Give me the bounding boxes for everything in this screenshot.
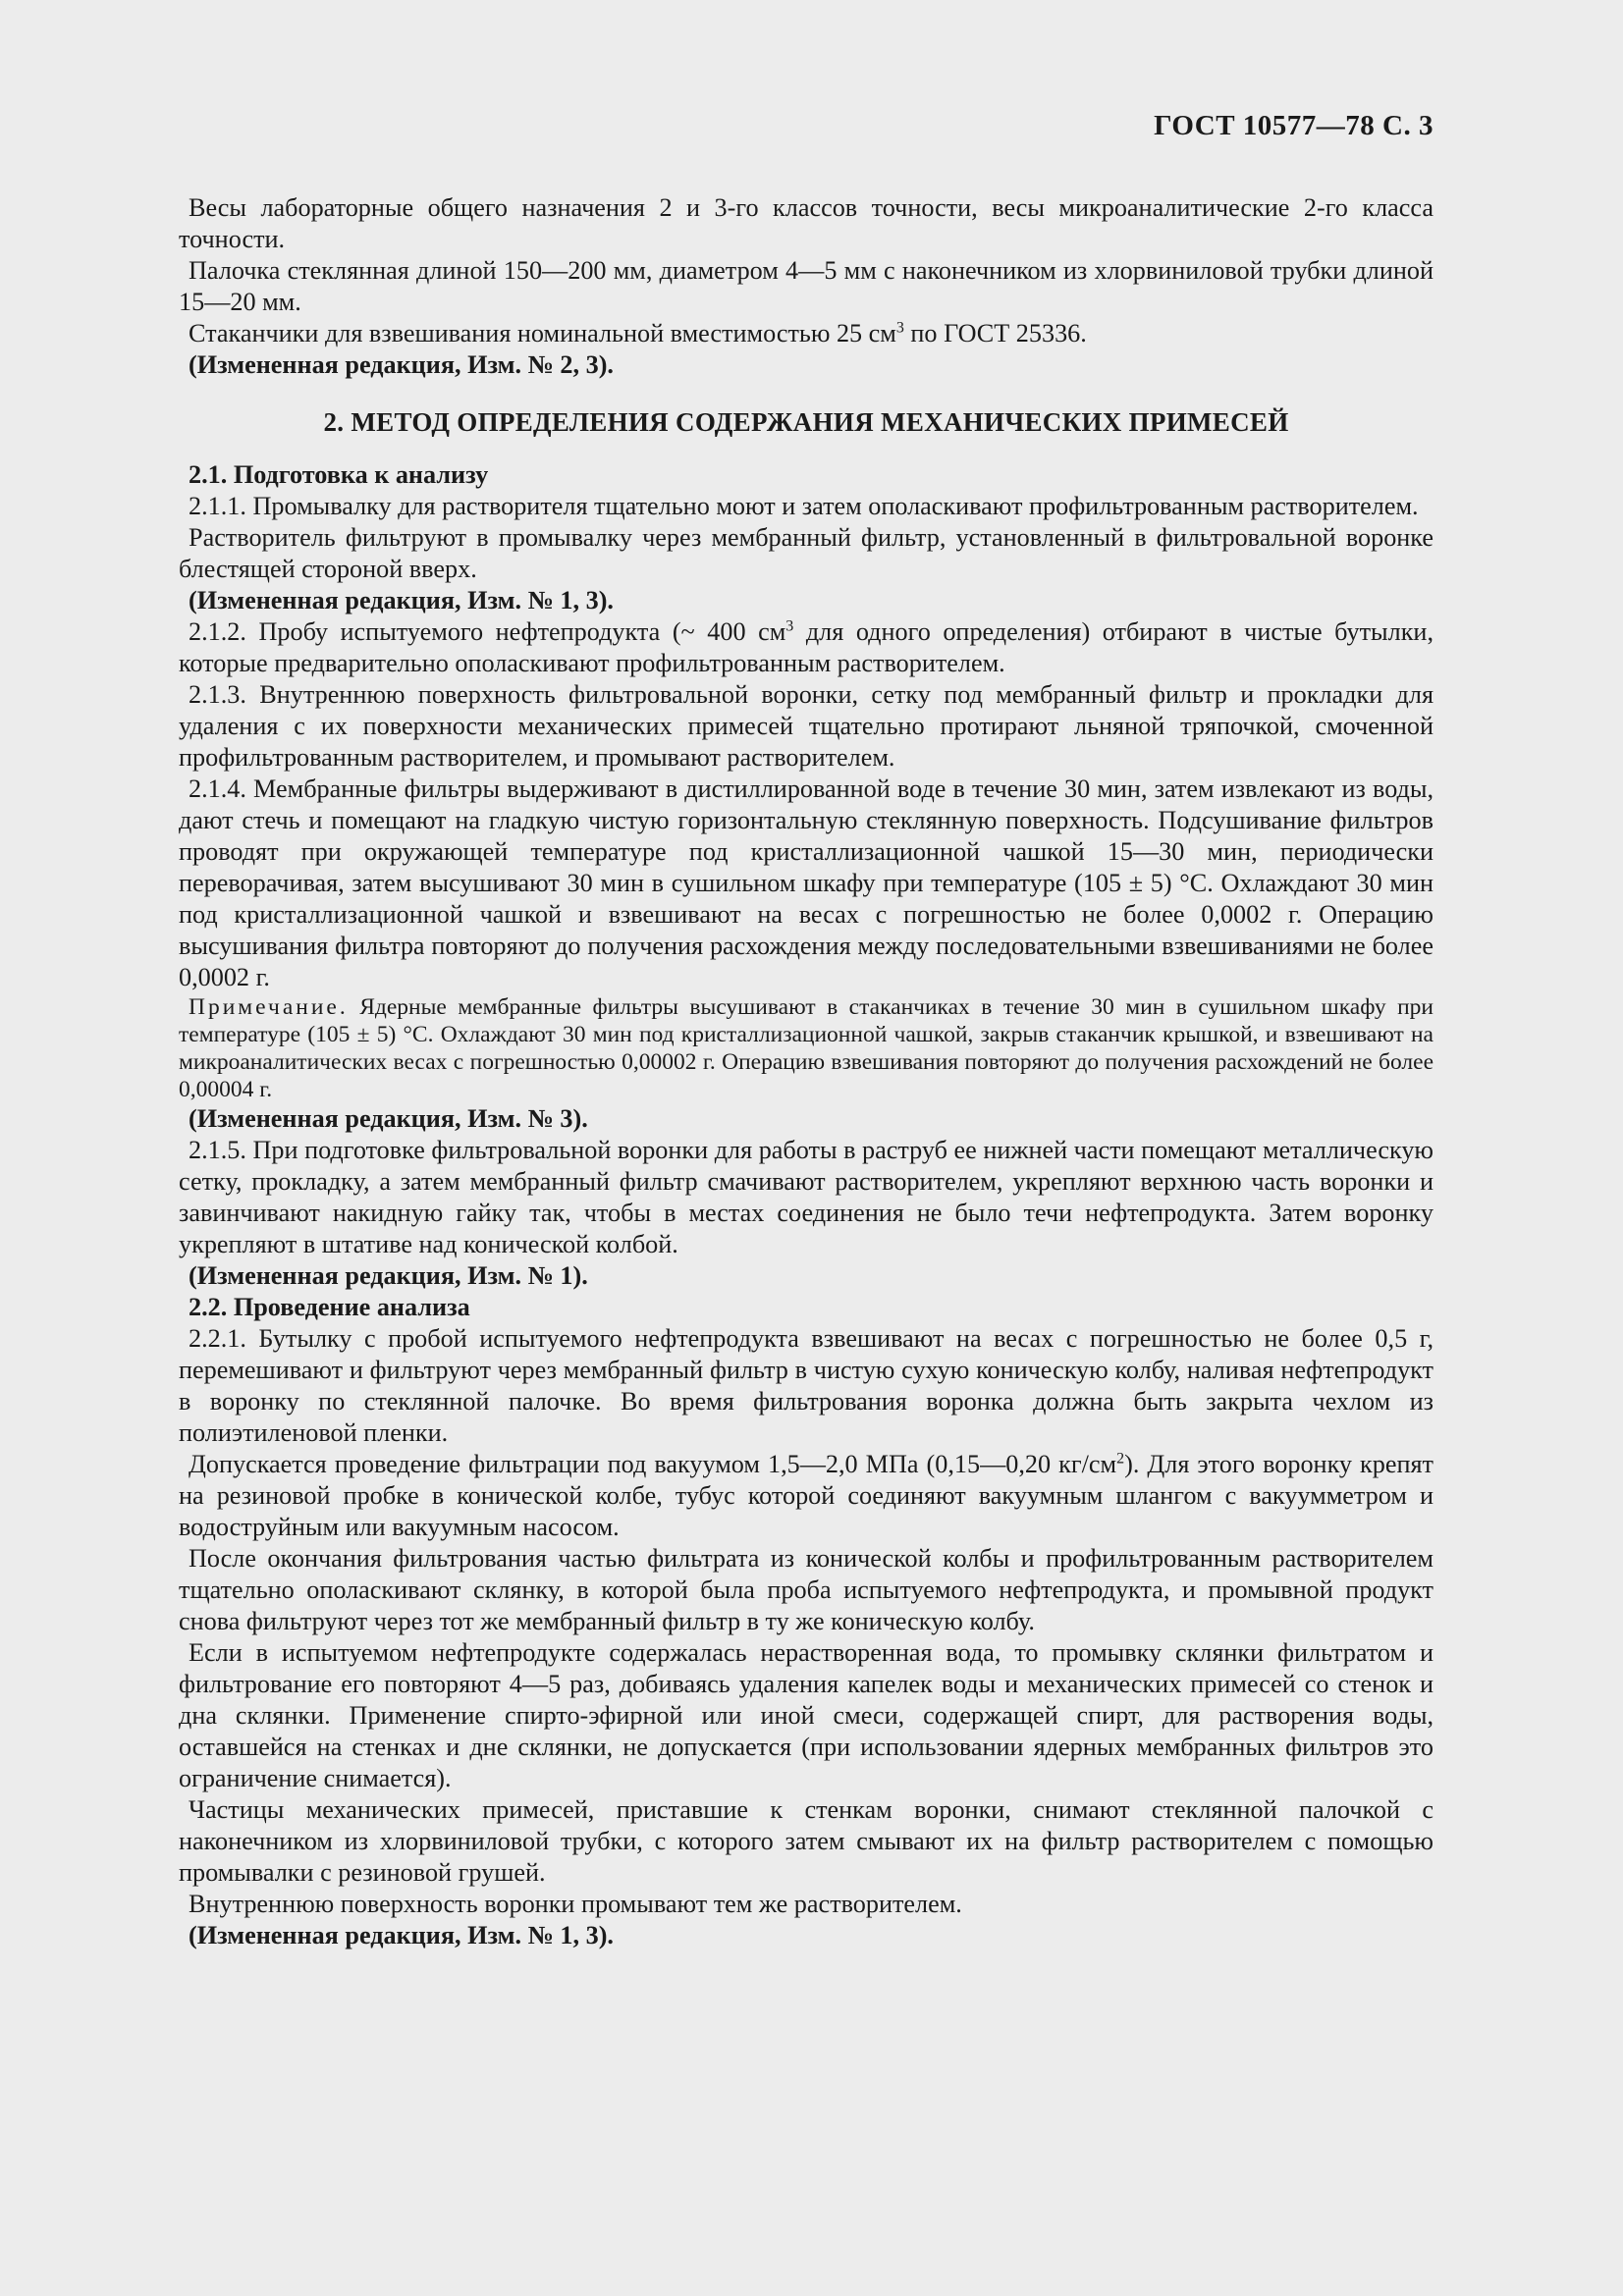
superscript: 3 [785,617,794,635]
paragraph: Если в испытуемом нефтепродукте содержалась нерастворенная вода, то промывку склянки фильтратом и фильтрование его повторяют 4—5 раз, добиваясь удаления капелек воды и механических примесей со стенок и дна склянки. Применение спирто-эфирной или иной смеси, содержащей спирт, для растворения воды, оставшейся на стенках и дне склянки, не допускается (при использовании ядерных мембранных фильтров это ограничение снимается). [179,1638,1434,1792]
section-title: 2. МЕТОД ОПРЕДЕЛЕНИЯ СОДЕРЖАНИЯ МЕХАНИЧЕСКИХ ПРИМЕСЕЙ [323,407,1289,437]
paragraph: Частицы механических примесей, приставшие к стенкам воронки, снимают стеклянной палочкой с наконечником из хлорвиниловой трубки, с которого затем смывают их на фильтр растворителем с помощью промывалки с резиновой грушей. [179,1795,1434,1887]
amendment-note: (Измененная редакция, Изм. № 1). [189,1261,588,1290]
text-run: Допускается проведение фильтрации под вакуумом 1,5—2,0 МПа (0,15—0,20 кг/см [189,1450,1117,1478]
page-header: ГОСТ 10577—78 С. 3 [1154,110,1434,141]
paragraph: 2.1.5. При подготовке фильтровальной воронки для работы в раструб ее нижней части помещают металлическую сетку, прокладку, а затем мембранный фильтр смачивают растворителем, укрепляют верхнюю часть воронки и завинчивают накидную гайку так, чтобы в местах соединения не было течи нефтепродукта. Затем воронку укрепляют в штативе над конической колбой. [179,1136,1434,1258]
text-run: ). Для этого воронку крепят на резиновой пробке в конической колбе, тубус которой соединяют вакуумным шлангом с вакуумметром и водоструйным или вакуумным насосом. [179,1450,1434,1541]
paragraph [179,1449,1434,1543]
text-run: для одного определения) отбирают в чистые бутылки, которые предварительно ополаскивают профильтрованным растворителем. [179,617,1434,677]
note-label: Примечание. [189,994,349,1020]
superscript: 2 [1116,1450,1125,1468]
paragraph: Весы лабораторные общего назначения 2 и 3-го классов точности, весы микроаналитические 2-го класса точности. [179,193,1434,253]
amendment-note: (Измененная редакция, Изм. № 1, 3). [189,586,614,614]
paragraph: Внутреннюю поверхность воронки промывают тем же растворителем. [189,1890,962,1918]
amendment-note: (Измененная редакция, Изм. № 2, 3). [189,350,614,379]
document-body [179,192,1434,1951]
superscript: 3 [895,319,904,337]
paragraph: Палочка стеклянная длиной 150—200 мм, диаметром 4—5 мм с наконечником из хлорвиниловой трубки длиной 15—20 мм. [179,256,1434,316]
amendment-note: (Измененная редакция, Изм. № 3). [189,1104,588,1133]
note-text: Ядерные мембранные фильтры высушивают в стаканчиках в течение 30 мин в сушильном шкафу при температуре (105 ± 5) °С. Охлаждают 30 мин под кристаллизационной чашкой, закрыв стаканчик крышкой, и взвешивают на микроаналитических весах с погрешностью 0,00002 г. Операцию взвешивания повторяют до получения расхождений не более 0,00004 г. [179,994,1434,1102]
paragraph: 2.2.1. Бутылку с пробой испытуемого нефтепродукта взвешивают на весах с погрешностью не более 0,5 г, перемешивают и фильтруют через мембранный фильтр в чистую сухую коническую колбу, наливая нефтепродукт в воронку по стеклянной палочке. Во время фильтрования воронка должна быть закрыта чехлом из полиэтиленовой пленки. [179,1324,1434,1447]
paragraph: 2.1.4. Мембранные фильтры выдерживают в дистиллированной воде в течение 30 мин, затем извлекают из воды, дают стечь и помещают на гладкую чистую горизонтальную стеклянную поверхность. Подсушивание фильтров проводят при окружающей температуре под кристаллизационной чашкой 15—30 мин, периодически переворачивая, затем высушивают 30 мин в сушильном шкафу при температуре (105 ± 5) °С. Охлаждают 30 мин под кристаллизационной чашкой и взвешивают на весах с погрешностью не более 0,0002 г. Операцию высушивания фильтра повторяют до получения расхождения между последовательными взвешиваниями не более 0,0002 г. [179,774,1434,991]
paragraph [179,318,1434,349]
paragraph: После окончания фильтрования частью фильтрата из конической колбы и профильтрованным растворителем тщательно ополаскивают склянку, в которой была проба испытуемого нефтепродукта, и промывной продукт снова фильтруют через тот же мембранный фильтр в ту же коническую колбу. [179,1544,1434,1635]
note [179,993,1434,1103]
amendment-note: (Измененная редакция, Изм. № 1, 3). [189,1921,614,1949]
subsection-title: 2.1. Подготовка к анализу [189,460,489,489]
paragraph: 2.1.1. Промывалку для растворителя тщательно моют и затем ополаскивают профильтрованным растворителем. [189,492,1419,520]
paragraph [179,616,1434,679]
paragraph: 2.1.3. Внутреннюю поверхность фильтровальной воронки, сетку под мембранный фильтр и прокладки для удаления с их поверхности механических примесей тщательно протирают льняной тряпочкой, смоченной профильтрованным растворителем, и промывают растворителем. [179,680,1434,772]
paragraph: Растворитель фильтруют в промывалку через мембранный фильтр, установленный в фильтровальной воронке блестящей стороной вверх. [179,523,1434,583]
subsection-title: 2.2. Проведение анализа [189,1293,470,1321]
text-run: Стаканчики для взвешивания номинальной вместимостью 25 см [189,319,896,347]
text-run: по ГОСТ 25336. [903,319,1087,347]
text-run: 2.1.2. Пробу испытуемого нефтепродукта (~ 400 см [189,617,786,646]
